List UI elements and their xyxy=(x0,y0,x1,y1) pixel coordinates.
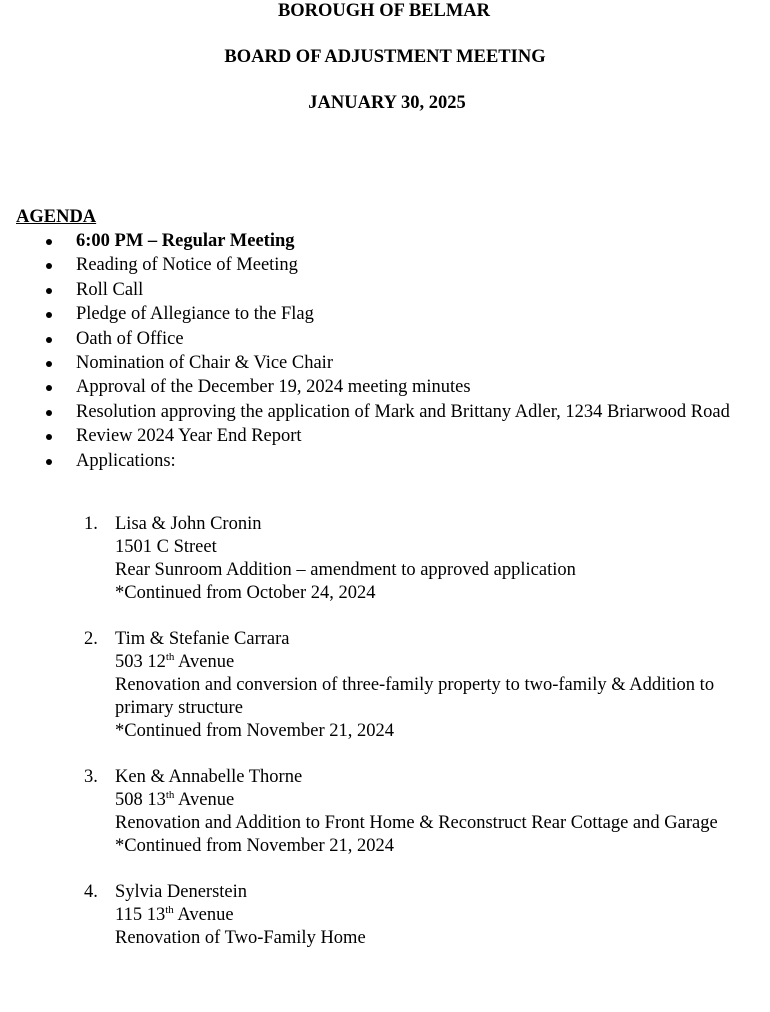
applicant-name: Tim & Stefanie Carrara xyxy=(115,629,290,649)
agenda-item-text: Nomination of Chair & Vice Chair xyxy=(76,352,333,373)
bullet-icon xyxy=(46,385,52,391)
address-street: Avenue xyxy=(174,790,235,810)
bullet-icon xyxy=(46,337,52,343)
agenda-item-text: Oath of Office xyxy=(76,328,184,349)
address-ordinal: th xyxy=(165,904,174,916)
application-address xyxy=(115,536,760,559)
agenda-item xyxy=(0,450,760,473)
bullet-icon xyxy=(46,434,52,440)
bullet-icon xyxy=(46,459,52,465)
application-note: *Continued from October 24, 2024 xyxy=(115,583,376,603)
application-item xyxy=(0,766,760,858)
agenda-item-text: Reading of Notice of Meeting xyxy=(76,255,298,276)
application-item xyxy=(0,881,760,950)
bullet-icon xyxy=(46,239,52,245)
application-number: 4. xyxy=(84,882,98,902)
address-number: 1501 C Street xyxy=(115,537,217,557)
applicant-name: Sylvia Denerstein xyxy=(115,882,248,902)
address-street: Avenue xyxy=(174,652,235,672)
meeting-title: BOARD OF ADJUSTMENT MEETING xyxy=(224,47,546,67)
agenda-item-text: Review 2024 Year End Report xyxy=(76,426,302,447)
agenda-heading: AGENDA xyxy=(16,207,97,227)
agenda-item-text: 6:00 PM – Regular Meeting xyxy=(76,231,295,251)
agenda-item xyxy=(0,352,760,375)
agenda-item-text: Resolution approving the application of Mark and Brittany Adler, 1234 Briarwood Road xyxy=(76,401,730,422)
agenda-item xyxy=(0,303,760,326)
bullet-icon xyxy=(46,361,52,367)
application-description: Renovation and conversion of three-family property to two-family & Addition to primary structure xyxy=(115,675,715,718)
applicant-name: Ken & Annabelle Thorne xyxy=(115,767,303,787)
application-description: Renovation and Addition to Front Home & Reconstruct Rear Cottage and Garage xyxy=(115,813,718,833)
agenda-item-text: Applications: xyxy=(76,450,176,471)
address-ordinal: th xyxy=(165,789,175,801)
application-number: 1. xyxy=(84,514,98,534)
agenda-list xyxy=(0,230,760,474)
address-number: 115 13 xyxy=(115,905,166,925)
agenda-item xyxy=(0,254,760,277)
address-number: 503 12 xyxy=(115,652,166,672)
organization-title: BOROUGH OF BELMAR xyxy=(277,1,491,21)
bullet-icon xyxy=(46,410,52,416)
application-address xyxy=(115,651,760,674)
bullet-icon xyxy=(46,312,52,318)
bullet-icon xyxy=(46,288,52,294)
applicant-name: Lisa & John Cronin xyxy=(115,514,262,534)
application-description: Rear Sunroom Addition – amendment to approved application xyxy=(115,560,576,580)
meeting-date: JANUARY 30, 2025 xyxy=(308,93,466,113)
address-street: Avenue xyxy=(173,905,234,925)
agenda-item xyxy=(0,401,760,424)
address-ordinal: th xyxy=(165,651,175,663)
agenda-item xyxy=(0,328,760,351)
address-number: 508 13 xyxy=(115,790,166,810)
application-item xyxy=(0,513,760,605)
agenda-item xyxy=(0,230,760,253)
application-item xyxy=(0,628,760,743)
agenda-item-text: Pledge of Allegiance to the Flag xyxy=(76,304,314,325)
application-number: 2. xyxy=(84,629,98,649)
agenda-item-text: Approval of the December 19, 2024 meeting minutes xyxy=(76,377,471,398)
application-note: *Continued from November 21, 2024 xyxy=(115,836,394,856)
agenda-item-text: Roll Call xyxy=(76,279,144,300)
agenda-item xyxy=(0,279,760,302)
application-address xyxy=(115,904,760,927)
application-number: 3. xyxy=(84,767,98,787)
application-address xyxy=(115,789,760,812)
bullet-icon xyxy=(46,263,52,269)
agenda-item xyxy=(0,376,760,399)
application-description: Renovation of Two-Family Home xyxy=(115,928,366,948)
agenda-item xyxy=(0,425,760,448)
application-note: *Continued from November 21, 2024 xyxy=(115,721,394,741)
applications-list xyxy=(0,513,760,973)
